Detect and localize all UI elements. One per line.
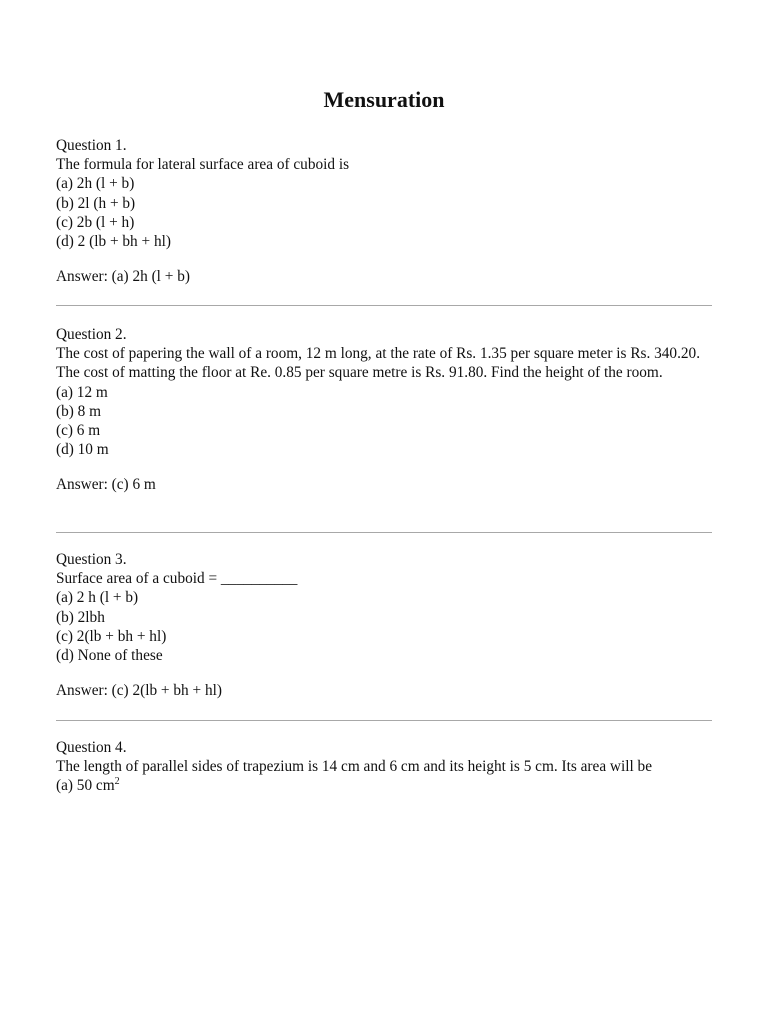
question-text: The formula for lateral surface area of cuboid is [56, 156, 350, 174]
option-a: (a) 2 h (l + b) [56, 589, 139, 607]
option-d: (d) 10 m [56, 441, 109, 459]
answer-text: Answer: (a) 2h (l + b) [56, 268, 190, 286]
divider [56, 532, 712, 533]
superscript-exponent: 2 [114, 776, 120, 788]
option-a [56, 776, 712, 795]
option-d: (d) None of these [56, 647, 163, 665]
question-label: Question 3. [56, 551, 127, 568]
option-b: (b) 8 m [56, 402, 102, 420]
option-c: (c) 6 m [56, 422, 101, 440]
question-label: Question 2. [56, 326, 127, 343]
option-a-text: (a) 50 cm [56, 777, 115, 795]
option-d: (d) 2 (lb + bh + hl) [56, 233, 171, 251]
answer-text: Answer: (c) 6 m [56, 476, 156, 494]
question-4 [56, 738, 712, 796]
option-a: (a) 2h (l + b) [56, 175, 135, 193]
question-label: Question 4. [56, 739, 127, 756]
divider [56, 305, 712, 306]
divider [56, 720, 712, 721]
question-text: The length of parallel sides of trapezium is 14 cm and 6 cm and its height is 5 cm. Its area will be [56, 758, 652, 776]
option-b: (b) 2lbh [56, 608, 105, 626]
option-c: (c) 2b (l + h) [56, 213, 135, 231]
question-1 [56, 136, 712, 286]
page-title: Mensuration [323, 87, 445, 112]
question-3 [56, 550, 712, 700]
answer-text: Answer: (c) 2(lb + bh + hl) [56, 682, 222, 700]
option-a: (a) 12 m [56, 383, 108, 401]
question-text: Surface area of a cuboid = __________ [56, 570, 298, 588]
option-c: (c) 2(lb + bh + hl) [56, 627, 167, 645]
option-b: (b) 2l (h + b) [56, 194, 136, 212]
question-text: The cost of papering the wall of a room, 12 m long, at the rate of Rs. 1.35 per square meter is Rs. 340.20. The cost of matting the floor at Re. 0.85 per square metre is Rs. 91.80. Find the height of the room. [56, 345, 704, 382]
question-label: Question 1. [56, 137, 127, 154]
question-2 [56, 325, 712, 495]
